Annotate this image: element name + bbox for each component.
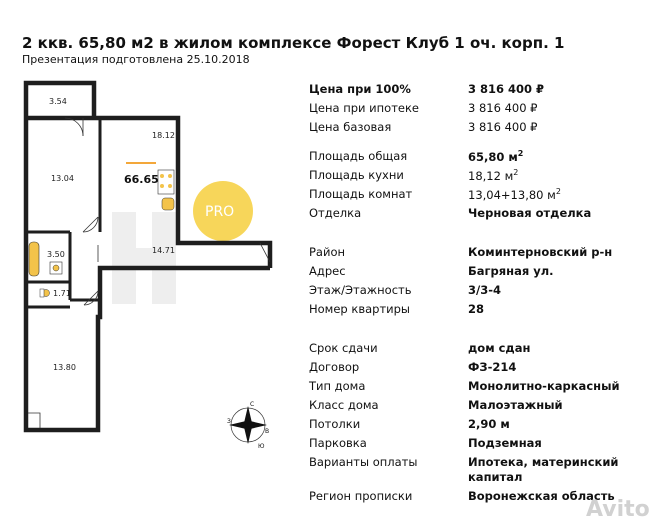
spec-key: Потолки — [309, 417, 361, 431]
kitchen-stove — [126, 162, 174, 210]
spec-value: Ипотека, материнский — [468, 455, 619, 469]
spec-key: Цена при ипотеке — [309, 101, 419, 115]
spec-row-building-type — [309, 379, 639, 396]
spec-row-completion — [309, 341, 639, 358]
spec-row-ceilings — [309, 417, 639, 434]
room-area-bedroom-2: 13.80 — [53, 363, 76, 372]
spec-value: Багряная ул. — [468, 264, 554, 278]
spec-key: Площадь кухни — [309, 168, 404, 182]
spec-row-price-base — [309, 120, 639, 137]
spec-value: Воронежская область — [468, 489, 615, 503]
spec-row-parking — [309, 436, 639, 453]
spec-key: Тип дома — [309, 379, 366, 393]
svg-text:С: С — [250, 401, 255, 408]
spec-key: Регион прописки — [309, 489, 413, 503]
spec-value: Подземная — [468, 436, 542, 450]
spec-row-contract — [309, 360, 639, 377]
total-area: 66.65 — [124, 173, 159, 186]
spec-value: 28 — [468, 302, 485, 316]
spec-value-line2: капитал — [468, 470, 523, 484]
spec-key: Варианты оплаты — [309, 455, 418, 469]
room-area-kitchen: 18.12 — [152, 131, 175, 140]
spec-key: Номер квартиры — [309, 302, 411, 316]
spec-row-apartment-number — [309, 302, 639, 319]
spec-row-district — [309, 245, 639, 262]
listing-title: 2 ккв. 65,80 м2 в жилом комплексе Форест Клуб 1 оч. корп. 1 — [22, 34, 565, 52]
spec-key: Этаж/Этажность — [309, 283, 412, 297]
spec-value: 3 816 400 ₽ — [468, 82, 545, 96]
spec-value: 2,90 м — [468, 417, 510, 431]
spec-row-address — [309, 264, 639, 281]
spec-key: Цена при 100% — [309, 82, 411, 96]
room-area-hallway: 14.71 — [152, 246, 175, 255]
spec-value: дом сдан — [468, 341, 531, 355]
room-area-bedroom-1: 13.04 — [51, 174, 74, 183]
spec-value: 3 816 400 ₽ — [468, 120, 538, 134]
spec-value: 3 816 400 ₽ — [468, 101, 538, 115]
spec-value: 13,04+13,80 $м^2$ — [468, 187, 561, 202]
spec-key: Район — [309, 245, 346, 259]
spec-row-area-kitchen — [309, 168, 639, 185]
watermark-logo — [112, 212, 176, 304]
spec-row-payment — [309, 455, 639, 489]
room-area-wc: 1.71 — [53, 289, 71, 298]
spec-value: 65,80 $м^2$ — [468, 149, 524, 164]
spec-row-finishing — [309, 206, 639, 223]
spec-value: Коминтерновский р-н — [468, 245, 613, 259]
avito-watermark: Avito — [586, 497, 650, 522]
spec-key: Адрес — [309, 264, 346, 278]
room-area-bathroom: 3.50 — [47, 250, 65, 259]
spec-row-floor — [309, 283, 639, 300]
svg-text:З: З — [227, 418, 231, 425]
spec-key: Площадь общая — [309, 149, 408, 163]
spec-value: Монолитно-каркасный — [468, 379, 620, 393]
compass-icon — [227, 401, 269, 450]
pro-badge-label: PRO — [205, 204, 235, 220]
spec-key: Цена базовая — [309, 120, 392, 134]
spec-value: ФЗ-214 — [468, 360, 517, 374]
spec-value: Малоэтажный — [468, 398, 563, 412]
spec-key: Отделка — [309, 206, 362, 220]
spec-row-price-full — [309, 82, 639, 99]
spec-value: 18,12 $м^2$ — [468, 168, 519, 183]
presentation-date: Презентация подготовлена 25.10.2018 — [22, 53, 250, 66]
spec-value: 3/3-4 — [468, 283, 501, 297]
spec-key: Срок сдачи — [309, 341, 378, 355]
spec-row-price-mortgage — [309, 101, 639, 118]
room-area-loggia: 3.54 — [49, 97, 67, 106]
spec-key: Договор — [309, 360, 360, 374]
spec-row-building-class — [309, 398, 639, 415]
svg-text:В: В — [265, 428, 270, 435]
door-swings — [28, 118, 270, 428]
spec-key: Класс дома — [309, 398, 379, 412]
spec-key: Площадь комнат — [309, 187, 413, 201]
spec-value: Черновая отделка — [468, 206, 592, 220]
spec-key: Парковка — [309, 436, 367, 450]
svg-text:Ю: Ю — [258, 443, 265, 450]
spec-row-area-rooms — [309, 187, 639, 204]
spec-row-area-total — [309, 149, 639, 166]
